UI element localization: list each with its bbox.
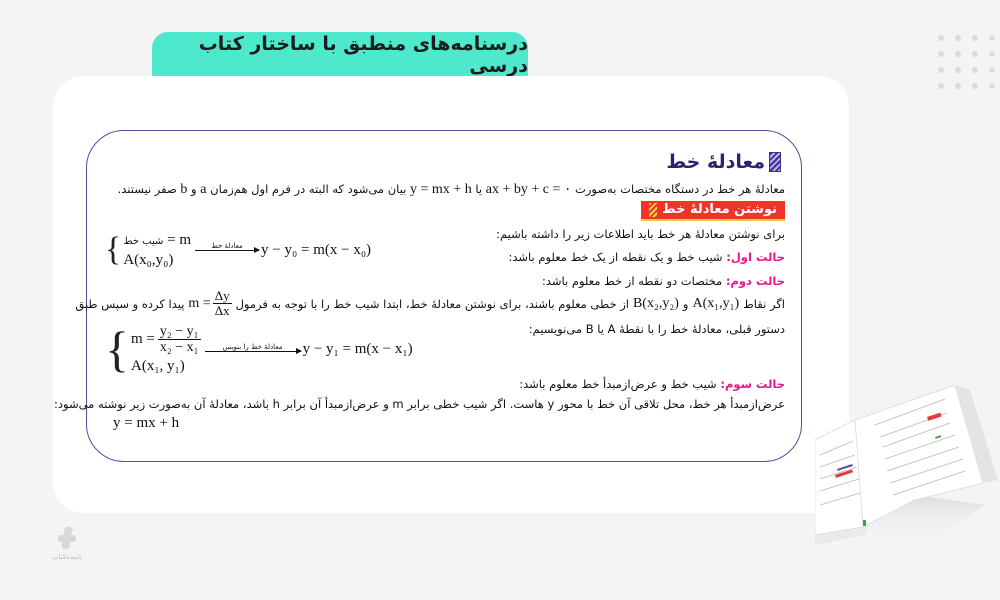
numerator: y₂ − y₁ [159, 324, 199, 339]
case3-paragraph: عرض‌ازمبدأ هر خط، محل تلاقی آن خط با محور y هاست. اگر شیب خطی برابر m و عرض‌ازمبدأ آن برابر h باشد، معادلهٔ آن به‌صورت زیر نوشته می‌شود: [54, 397, 785, 411]
case2-result: y − y₁ = m(x − x₁) [302, 340, 413, 357]
case1-line [508, 250, 785, 264]
fraction [158, 324, 201, 356]
slope-intercept-equation: y = mx + h [410, 182, 472, 197]
logo-name: پاینده‌کتاب [52, 553, 82, 561]
case3-result: y = mx + h [113, 415, 180, 431]
case2-formula [105, 321, 413, 378]
intro-paragraph [118, 181, 785, 198]
arrow [195, 242, 259, 251]
para-text: پیدا کرده و سپس طبق [75, 296, 185, 311]
fraction [213, 289, 232, 319]
intro-text-3: صفر نیستند. [117, 182, 177, 196]
arrow-label: معادلهٔ خط را بنویس [222, 342, 283, 351]
m-eq: m = [131, 331, 155, 348]
para-text: اگر نقاط [743, 296, 785, 311]
requirement-text: برای نوشتن معادلهٔ هر خط باید اطلاعات زیر را داشته باشیم: [496, 227, 785, 241]
case2-paragraph-2: دستور قبلی، معادلهٔ خط را با نقطهٔ A یا B می‌نویسیم: [528, 322, 785, 336]
intro-and: و [191, 182, 197, 196]
brace: { [105, 321, 129, 378]
title-tab [152, 32, 528, 77]
page-title: درسنامه‌های منطبق با ساختار کتاب درسی [198, 32, 528, 77]
denominator: Δx [214, 303, 230, 319]
intro-or: یا [475, 182, 483, 196]
brand-logo [52, 527, 82, 561]
logo-mark-icon [58, 527, 76, 551]
case3-text: شیب خط و عرض‌ازمبدأ خط معلوم باشد: [519, 377, 717, 391]
intro-text-1: معادلهٔ هر خط در دستگاه مختصات به‌صورت [575, 182, 785, 196]
var-a: a [200, 182, 207, 197]
point-b: B(x₂,y₂) [632, 295, 679, 311]
arrow-right-icon [205, 351, 301, 352]
lesson-panel [54, 130, 802, 462]
var-b: b [180, 182, 188, 197]
point-a: A(x₁, y₁) [131, 357, 185, 374]
decorative-dot-grid [938, 35, 995, 89]
brace: { [105, 231, 122, 268]
intro-text-2: بیان می‌شود که البته در فرم اول هم‌زمان [210, 182, 407, 196]
point-a: A(x₀,y₀) [123, 252, 174, 268]
case2-paragraph-1 [75, 289, 785, 319]
section-heading-text: معادلهٔ خط [666, 151, 765, 173]
para-text: از خطی معلوم باشند، برای نوشتن معادلهٔ خط، ابتدا شیب خط را با توجه به فرمول [235, 296, 629, 311]
case2-line [542, 274, 785, 288]
case1-label: حالت اول: [726, 250, 785, 264]
arrow [205, 343, 301, 352]
slope-m: m = [188, 295, 211, 311]
point-a: A(x₁,y₁) [692, 295, 740, 311]
case1-result: y − y₀ = m(x − x₀) [261, 241, 372, 258]
case1-formula [105, 231, 371, 269]
open-book-illustration [815, 385, 1000, 560]
slope-eq: = m [167, 232, 192, 248]
hatch-marker-icon [649, 203, 657, 217]
slope-label: شیب خط [123, 236, 164, 247]
general-form-equation: ax + by + c = ۰ [485, 182, 572, 197]
arrow-right-icon [195, 250, 259, 251]
case1-text: شیب خط و یک نقطه از یک خط معلوم باشد: [508, 250, 723, 264]
subtitle-text: نوشتن معادلهٔ خط [662, 202, 777, 217]
hatch-marker-icon [769, 152, 781, 172]
section-heading [666, 151, 781, 173]
arrow-label: معادلهٔ خط [211, 241, 243, 250]
and-text: و [682, 296, 689, 311]
case3-line [519, 377, 785, 391]
denominator: x₂ − x₁ [159, 340, 199, 356]
case3-label: حالت سوم: [720, 377, 785, 391]
subtitle-badge [641, 201, 785, 221]
numerator: Δy [214, 288, 230, 303]
case2-label: حالت دوم: [725, 274, 785, 288]
case2-text: مختصات دو نقطه از خط معلوم باشد: [541, 274, 723, 288]
slope-formula [188, 289, 231, 319]
